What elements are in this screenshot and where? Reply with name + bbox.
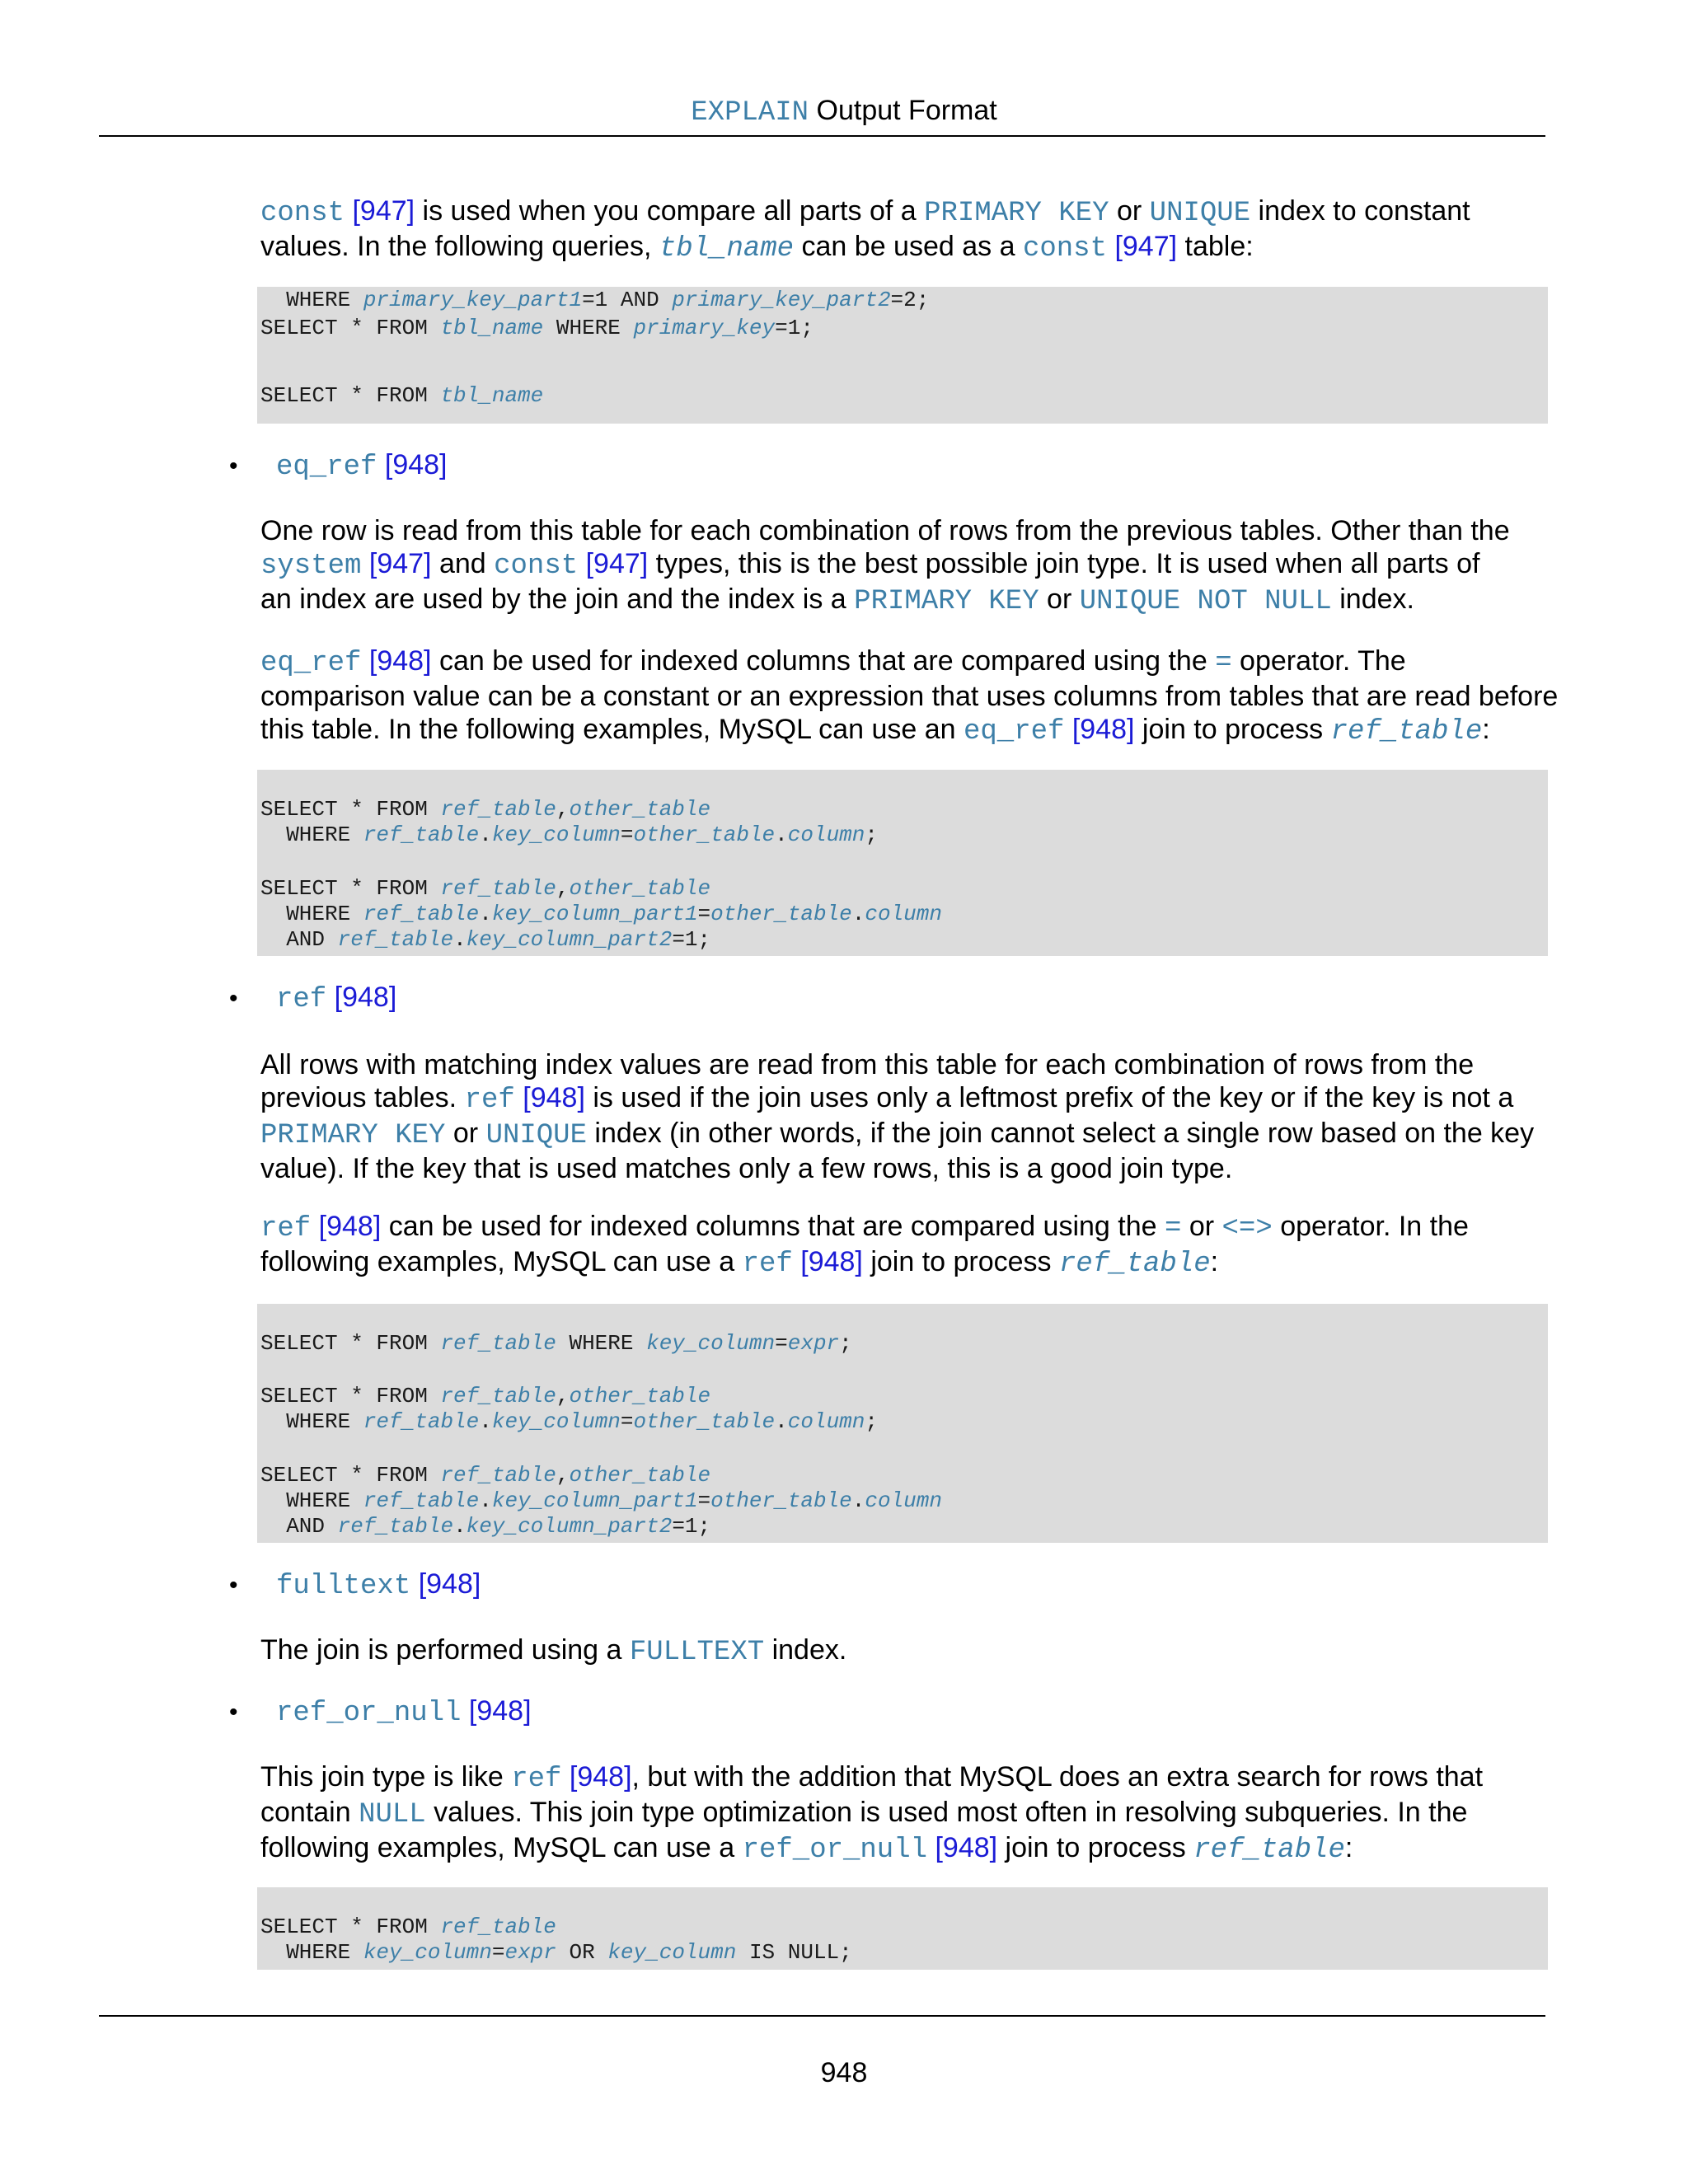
eq-ref-paragraph-1 [260, 514, 1548, 618]
text-run: or [1181, 1211, 1222, 1242]
text-run: join to process [997, 1832, 1194, 1863]
text-run: index to constant [1250, 195, 1470, 227]
code-line [260, 287, 929, 313]
code-keyword: SELECT * FROM [260, 1463, 441, 1488]
code-keyword: =1 AND [582, 288, 673, 312]
code-line [260, 875, 710, 902]
code-keyword: SELECT * FROM [260, 316, 441, 340]
code-keyword: . [851, 1488, 865, 1513]
text-line [260, 230, 1548, 265]
text-run: value). If the key that is used matches only a few rows, this is a good join type. [260, 1153, 1233, 1184]
code-line [260, 382, 543, 409]
code-variable: ref_table [440, 876, 556, 901]
text-run: previous tables. [260, 1082, 465, 1113]
code-variable: ref_table [363, 902, 480, 926]
code-variable: column [865, 902, 942, 926]
text-run: comparison value can be a constant or an expression that uses columns from tables that are read before [260, 681, 1559, 712]
code-variable: other_table [569, 1463, 711, 1488]
text-run: or [1039, 583, 1080, 615]
code-variable: key_column [491, 1409, 621, 1434]
code-variable: column [787, 1409, 865, 1434]
code-line [260, 901, 942, 927]
code-variable: ref_table [440, 1331, 556, 1356]
inline-code: = [1165, 1213, 1182, 1244]
inline-code: PRIMARY KEY [854, 586, 1039, 617]
code-variable: ref_table [363, 1488, 480, 1513]
code-keyword: , [556, 797, 570, 822]
inline-code: ref [742, 1249, 793, 1280]
code-variable: primary_key_part2 [672, 288, 891, 312]
text-run [561, 1761, 569, 1793]
text-run [578, 548, 585, 579]
code-line [260, 796, 710, 823]
code-variable: tbl_name [440, 383, 544, 408]
page-ref-link[interactable]: [947] [368, 548, 432, 579]
bullet-ref-link[interactable]: [948] [384, 449, 448, 480]
inline-code: system [260, 551, 362, 582]
bullet-eq-ref [229, 448, 448, 484]
page-ref-link[interactable]: [947] [1114, 231, 1178, 262]
ref-paragraph-1 [260, 1048, 1548, 1185]
text-run: This join type is like [260, 1761, 512, 1793]
code-keyword: = [775, 1331, 788, 1356]
text-line [260, 1245, 1548, 1281]
page-ref-link[interactable]: [947] [352, 195, 415, 227]
code-variable: other_table [633, 1409, 776, 1434]
code-keyword: SELECT * FROM [260, 1915, 441, 1939]
code-keyword: =2; [890, 288, 930, 312]
code-keyword: WHERE [260, 288, 363, 312]
code-variable: key_column_part2 [466, 1514, 673, 1539]
text-run: contain [260, 1797, 359, 1828]
text-run: index. [764, 1634, 847, 1666]
code-keyword: = [620, 823, 634, 847]
code-block-eq-ref [257, 770, 1548, 956]
code-keyword: ; [865, 823, 878, 847]
text-line [260, 1633, 1548, 1669]
code-line [260, 1383, 710, 1409]
inline-code: ref [511, 1764, 562, 1795]
inline-code: ref_table [1059, 1249, 1211, 1280]
text-line [260, 547, 1548, 583]
bullet-dot: • [229, 1699, 238, 1726]
bullet-ref [229, 981, 396, 1016]
text-run: One row is read from this table for each combination of rows from the previous tables. Other than the [260, 515, 1510, 546]
page-header [0, 94, 1688, 129]
code-keyword: =1; [672, 1514, 711, 1539]
code-variable: key_column_part1 [491, 1488, 698, 1513]
code-keyword: =1; [775, 316, 814, 340]
inline-code: ref_table [1330, 716, 1483, 748]
ref-or-null-paragraph [260, 1760, 1548, 1867]
page-ref-link[interactable]: [948] [800, 1246, 863, 1277]
text-run: following examples, MySQL can use a [260, 1832, 743, 1863]
fulltext-paragraph [260, 1633, 1548, 1669]
bullet-fulltext [229, 1568, 481, 1603]
code-keyword: SELECT * FROM [260, 876, 441, 901]
code-keyword: . [479, 1488, 492, 1513]
code-keyword: ; [865, 1409, 878, 1434]
header-code: EXPLAIN [691, 97, 809, 129]
intro-paragraph [260, 194, 1548, 265]
bullet-ref-or-null [229, 1694, 532, 1730]
code-block-ref [257, 1304, 1548, 1543]
code-keyword: WHERE [260, 902, 363, 926]
code-variable: other_table [710, 902, 852, 926]
inline-code: ref_or_null [742, 1835, 928, 1866]
text-run: operator. In the [1272, 1211, 1469, 1242]
code-variable: key_column_part2 [466, 927, 673, 952]
inline-code: eq_ref [963, 716, 1065, 748]
code-block-const [257, 287, 1548, 424]
code-keyword: =1; [672, 927, 711, 952]
code-keyword: SELECT * FROM [260, 797, 441, 822]
text-line [260, 1210, 1548, 1245]
text-run [1064, 714, 1071, 745]
inline-code: = [1215, 648, 1232, 679]
code-keyword: ; [839, 1331, 852, 1356]
inline-code: const [494, 551, 579, 582]
text-run [361, 548, 368, 579]
text-run: and [431, 548, 495, 579]
text-run: , but with the addition that MySQL does an extra search for rows that [631, 1761, 1484, 1793]
code-line [260, 1462, 710, 1488]
inline-code: tbl_name [659, 233, 795, 265]
code-keyword: . [479, 1409, 492, 1434]
text-line [260, 680, 1559, 713]
text-run: : [1344, 1832, 1353, 1863]
code-variable: ref_table [440, 1463, 556, 1488]
text-run: : [1210, 1246, 1219, 1277]
text-line [260, 583, 1548, 618]
bullet-ref-link[interactable]: [948] [334, 982, 397, 1013]
page-ref-link[interactable]: [948] [1071, 714, 1135, 745]
page-ref-link[interactable]: [948] [935, 1832, 998, 1863]
bullet-ref-link[interactable]: [948] [418, 1568, 481, 1600]
code-keyword: SELECT * FROM [260, 383, 441, 408]
text-run: or [1109, 195, 1150, 227]
header-rule [99, 135, 1545, 137]
code-variable: ref_table [440, 1384, 556, 1408]
text-run: values. In the following queries, [260, 231, 659, 262]
code-keyword: . [775, 1409, 788, 1434]
code-variable: ref_table [337, 927, 454, 952]
text-line [260, 644, 1548, 680]
inline-code: UNIQUE NOT NULL [1079, 586, 1332, 617]
bullet-code: fulltext [276, 1571, 411, 1602]
header-text: Output Format [809, 95, 997, 126]
bullet-code: eq_ref [276, 452, 377, 483]
text-run: index (in other words, if the join cannot select a single row based on the key [586, 1118, 1535, 1149]
text-run: : [1482, 714, 1490, 745]
code-keyword: . [453, 1514, 467, 1539]
code-keyword: = [697, 902, 711, 926]
text-run [793, 1246, 800, 1277]
code-variable: primary_key [633, 316, 776, 340]
code-keyword: AND [260, 927, 338, 952]
code-variable: ref_table [337, 1514, 454, 1539]
code-keyword: , [556, 1384, 570, 1408]
code-variable: other_table [569, 1384, 711, 1408]
code-variable: primary_key_part1 [363, 288, 583, 312]
code-keyword: OR [556, 1940, 608, 1965]
code-line [260, 926, 710, 953]
eq-ref-paragraph-2 [260, 644, 1559, 748]
text-line [260, 1048, 1548, 1081]
text-run: join to process [862, 1246, 1059, 1277]
code-keyword: SELECT * FROM [260, 1331, 441, 1356]
inline-code: PRIMARY KEY [924, 198, 1109, 229]
inline-code: ref_table [1193, 1835, 1345, 1866]
code-variable: key_column [491, 823, 621, 847]
page-number: 948 [820, 2057, 868, 2088]
text-run: operator. The [1231, 645, 1406, 677]
text-run: this table. In the following examples, MySQL can use an [260, 714, 964, 745]
text-run: is used if the join uses only a leftmost prefix of the key or if the key is not a [584, 1082, 1514, 1113]
code-keyword: IS NULL; [736, 1940, 852, 1965]
text-line [260, 1117, 1548, 1152]
inline-code: PRIMARY KEY [260, 1120, 446, 1151]
inline-code: const [1022, 233, 1107, 265]
text-run: The join is performed using a [260, 1634, 630, 1666]
inline-code: NULL [359, 1799, 426, 1830]
footer-rule [99, 2015, 1545, 2017]
code-keyword: WHERE [260, 1409, 363, 1434]
code-keyword: = [491, 1940, 505, 1965]
text-line [260, 1831, 1548, 1867]
code-keyword: , [556, 876, 570, 901]
code-line [260, 1939, 852, 1966]
text-run: can be used for indexed columns that are compared using the [381, 1211, 1165, 1242]
code-line [260, 315, 814, 341]
code-line [260, 1330, 852, 1357]
code-keyword: = [620, 1409, 634, 1434]
text-run: values. This join type optimization is used most often in resolving subqueries. In the [425, 1797, 1468, 1828]
code-keyword: WHERE [260, 1940, 363, 1965]
text-line [260, 1796, 1548, 1831]
code-variable: tbl_name [440, 316, 544, 340]
code-variable: key_column [607, 1940, 737, 1965]
code-variable: ref_table [440, 797, 556, 822]
code-line [260, 1488, 942, 1514]
page-ref-link[interactable]: [948] [318, 1211, 382, 1242]
bullet-code: ref [276, 984, 327, 1015]
text-run: or [445, 1118, 486, 1149]
code-keyword: WHERE [556, 1331, 647, 1356]
text-run: is used when you compare all parts of a [415, 195, 925, 227]
code-variable: key_column_part1 [491, 902, 698, 926]
code-keyword: WHERE [260, 823, 363, 847]
text-line [260, 1760, 1548, 1796]
text-run [515, 1082, 523, 1113]
inline-code: eq_ref [260, 648, 362, 679]
code-line [260, 1513, 710, 1540]
bullet-dot: • [229, 1572, 238, 1599]
code-variable: ref_table [363, 823, 480, 847]
bullet-dot: • [229, 452, 238, 480]
code-variable: other_table [633, 823, 776, 847]
text-line [260, 1081, 1548, 1117]
page-ref-link[interactable]: [947] [585, 548, 649, 579]
page-ref-link[interactable]: [948] [523, 1082, 585, 1113]
text-run: index. [1331, 583, 1414, 615]
inline-code: FULLTEXT [629, 1637, 765, 1668]
bullet-dot: • [229, 985, 238, 1012]
text-run: an index are used by the join and the index is a [260, 583, 855, 615]
text-line [260, 514, 1548, 547]
code-variable: ref_table [440, 1915, 556, 1939]
code-variable: expr [504, 1940, 556, 1965]
text-line [260, 194, 1548, 230]
page-ref-link[interactable]: [948] [368, 645, 432, 677]
text-run [361, 645, 368, 677]
bullet-code: ref_or_null [276, 1698, 462, 1729]
text-line [260, 1152, 1548, 1185]
code-variable: column [787, 823, 865, 847]
bullet-ref-link[interactable]: [948] [468, 1695, 532, 1727]
code-line [260, 1914, 556, 1940]
code-keyword: WHERE [543, 316, 634, 340]
text-run: join to process [1134, 714, 1331, 745]
text-run: table: [1177, 231, 1254, 262]
page-ref-link[interactable]: [948] [569, 1761, 632, 1793]
code-variable: ref_table [363, 1409, 480, 1434]
code-line [260, 822, 878, 848]
code-variable: key_column [363, 1940, 492, 1965]
code-keyword: AND [260, 1514, 338, 1539]
code-keyword: . [775, 823, 788, 847]
code-keyword: . [851, 902, 865, 926]
code-keyword: , [556, 1463, 570, 1488]
ref-paragraph-2 [260, 1210, 1548, 1281]
code-variable: other_table [569, 797, 711, 822]
code-keyword: . [453, 927, 467, 952]
code-keyword: . [479, 823, 492, 847]
text-line [260, 713, 1548, 748]
code-variable: key_column [646, 1331, 776, 1356]
code-keyword: SELECT * FROM [260, 1384, 441, 1408]
inline-code: const [260, 198, 345, 229]
code-variable: column [865, 1488, 942, 1513]
inline-code: UNIQUE [1149, 198, 1251, 229]
code-keyword: WHERE [260, 1488, 363, 1513]
code-variable: other_table [569, 876, 711, 901]
text-run [311, 1211, 318, 1242]
inline-code: ref [260, 1213, 312, 1244]
text-run: All rows with matching index values are read from this table for each combination of rows from the [260, 1049, 1475, 1080]
text-run: can be used for indexed columns that are compared using the [431, 645, 1216, 677]
code-keyword: = [697, 1488, 711, 1513]
code-line [260, 1408, 878, 1435]
code-keyword: . [479, 902, 492, 926]
inline-code: UNIQUE [485, 1120, 587, 1151]
code-block-ref-or-null [257, 1887, 1548, 1970]
code-variable: other_table [710, 1488, 852, 1513]
text-run: types, this is the best possible join type. It is used when all parts of [648, 548, 1480, 579]
code-variable: expr [787, 1331, 840, 1356]
text-run: following examples, MySQL can use a [260, 1246, 743, 1277]
inline-code: ref [464, 1085, 515, 1116]
inline-code: <=> [1221, 1213, 1273, 1244]
text-run: can be used as a [794, 231, 1023, 262]
